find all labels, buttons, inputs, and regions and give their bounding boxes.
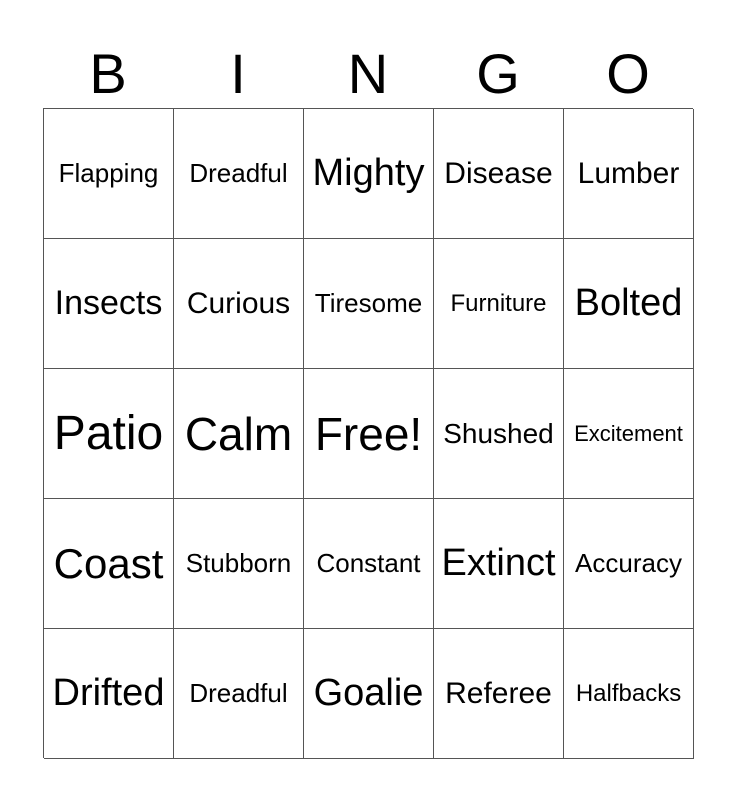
bingo-cell[interactable]: Insects: [44, 239, 174, 369]
bingo-cell[interactable]: Tiresome: [304, 239, 434, 369]
bingo-cell[interactable]: Bolted: [564, 239, 694, 369]
bingo-cell[interactable]: Dreadful: [174, 109, 304, 239]
header-letter-b: B: [89, 42, 127, 105]
bingo-cell[interactable]: Halfbacks: [564, 629, 694, 759]
bingo-cell[interactable]: Referee: [434, 629, 564, 759]
bingo-cell[interactable]: Lumber: [564, 109, 694, 239]
bingo-board: [43, 108, 693, 758]
header-letter-g: G: [476, 42, 520, 105]
bingo-cell[interactable]: Drifted: [44, 629, 174, 759]
header-letter-n: N: [347, 42, 389, 105]
bingo-cell[interactable]: Calm: [174, 369, 304, 499]
bingo-cell[interactable]: Mighty: [304, 109, 434, 239]
bingo-cell[interactable]: Furniture: [434, 239, 564, 369]
free-space-cell[interactable]: Free!: [304, 369, 434, 499]
bingo-cell[interactable]: Goalie: [304, 629, 434, 759]
bingo-cell[interactable]: Shushed: [434, 369, 564, 499]
bingo-cell[interactable]: Stubborn: [174, 499, 304, 629]
bingo-cell[interactable]: Excitement: [564, 369, 694, 499]
bingo-cell[interactable]: Extinct: [434, 499, 564, 629]
bingo-cell[interactable]: Accuracy: [564, 499, 694, 629]
bingo-header: [43, 40, 693, 108]
bingo-cell[interactable]: Constant: [304, 499, 434, 629]
header-letter-o: O: [606, 42, 650, 105]
header-letter-i: I: [230, 42, 246, 105]
bingo-cell[interactable]: Flapping: [44, 109, 174, 239]
bingo-cell[interactable]: Curious: [174, 239, 304, 369]
bingo-cell[interactable]: Patio: [44, 369, 174, 499]
bingo-cell[interactable]: Coast: [44, 499, 174, 629]
bingo-cell[interactable]: Dreadful: [174, 629, 304, 759]
bingo-cell[interactable]: Disease: [434, 109, 564, 239]
